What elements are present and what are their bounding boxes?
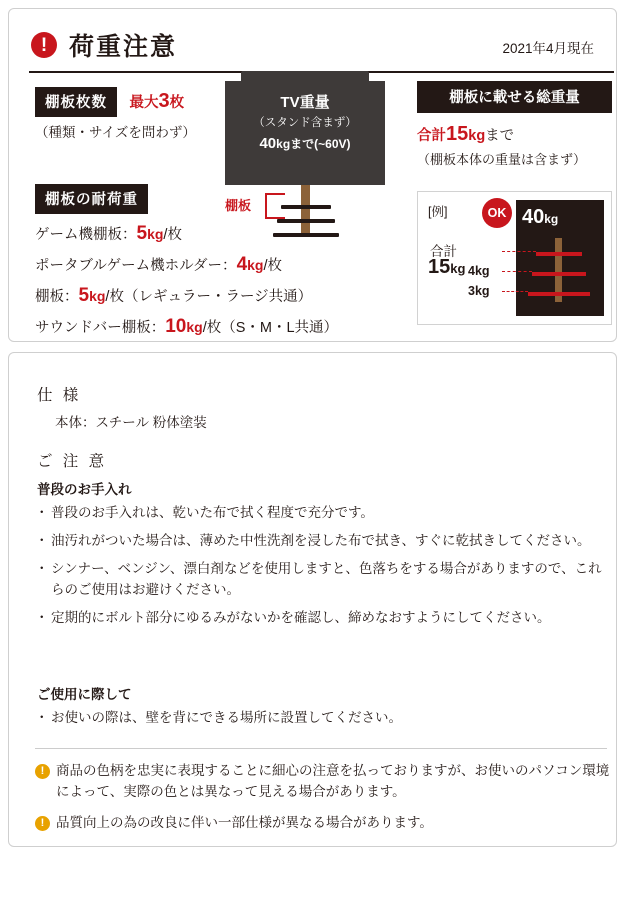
sheet-max-label: 最大	[129, 95, 159, 111]
tv-weight-unit: kg	[276, 137, 291, 151]
example-total-label: 合計	[430, 244, 457, 259]
list-item: ・ 定期的にボルト部分にゆるみがないかを確認し、締めなおすようにしてください。	[37, 608, 602, 629]
spec-material-line: 本体：スチール 粉体塗装	[55, 415, 207, 430]
capacity-value: 10	[165, 316, 187, 337]
capacity-name: ポータブルゲーム機ホルダー：	[35, 258, 237, 274]
note-row	[35, 813, 610, 834]
capacity-unit: kg	[247, 257, 264, 273]
capacity-value: 5	[136, 223, 148, 244]
capacity-value: 4	[236, 254, 248, 275]
tv-weight-value: 40	[259, 135, 277, 152]
example-tv-weight: 40	[522, 206, 545, 228]
capacity-per: /枚	[163, 227, 182, 243]
leader-line	[502, 291, 528, 292]
total-weight-header: 棚板に載せる総重量	[417, 81, 612, 113]
capacity-per: /枚	[202, 320, 222, 336]
sheet-max-unit: 枚	[169, 95, 185, 111]
example-weight-1: 8kg	[468, 244, 490, 258]
tv-weight-box	[225, 81, 385, 185]
usage-list	[37, 708, 602, 736]
example-label: [例]	[428, 205, 448, 219]
capacity-suffix: （レギュラー・ラージ共通）	[123, 289, 313, 305]
capacity-row	[35, 254, 415, 276]
tv-weight-value-row	[225, 135, 385, 152]
example-shelf-graphic	[528, 292, 590, 296]
daily-care-list	[37, 503, 602, 636]
total-suffix: まで	[485, 128, 515, 144]
capacity-name: ゲーム機棚板：	[35, 227, 137, 243]
stand-shelf-graphic	[273, 233, 339, 237]
total-prefix: 合計	[417, 128, 446, 144]
shelf-callout-label: 棚板	[225, 198, 252, 213]
total-weight-row	[417, 123, 612, 146]
warning-icon: !	[35, 764, 50, 779]
sheet-max-value: 3	[158, 90, 170, 112]
list-item: ・ 普段のお手入れは、乾いた布で拭く程度で充分です。	[37, 503, 602, 524]
tv-weight-suffix: まで(~60V)	[290, 137, 351, 151]
example-tv-weight-unit: kg	[544, 212, 559, 226]
sheet-count-header: 棚板枚数	[35, 87, 117, 117]
example-total-row	[428, 256, 465, 279]
capacity-name: 棚板：	[35, 289, 79, 305]
note-text: 商品の色柄を忠実に表現することに細心の注意を払っておりますが、お使いのパソコン環境によって、実際の色とは異なって見える場合があります。	[56, 763, 610, 799]
stand-shelf-graphic	[281, 205, 331, 209]
ok-badge: OK	[482, 198, 512, 228]
leader-line	[502, 271, 532, 272]
capacity-value: 5	[78, 285, 90, 306]
tv-weight-subtitle: （スタンド含まず）	[253, 117, 357, 129]
total-note: （棚板本体の重量は含まず）	[417, 152, 587, 167]
footer-notes	[35, 761, 610, 844]
load-header	[31, 27, 177, 63]
date-text: 2021年4月現在	[502, 41, 594, 56]
capacity-row	[35, 316, 415, 338]
example-shelf-graphic	[536, 252, 582, 256]
example-weight-2: 4kg	[468, 264, 490, 278]
page-title: 荷重注意	[69, 33, 178, 61]
list-item: ・ 油汚れがついた場合は、薄めた中性洗剤を浸した布で拭き、すぐに乾拭きしてください。	[37, 531, 602, 552]
leader-line	[502, 251, 536, 252]
total-value: 15	[446, 123, 469, 145]
example-box	[417, 191, 612, 325]
sheet-count-block	[35, 87, 225, 141]
daily-care-heading: 普段のお手入れ	[37, 482, 132, 497]
caution-title: ご 注 意	[37, 453, 108, 470]
total-weight-block	[417, 81, 612, 168]
notes-divider	[35, 748, 607, 749]
warning-icon: !	[35, 816, 50, 831]
stand-shelf-graphic	[277, 219, 335, 223]
capacity-name: サウンドバー棚板：	[35, 320, 166, 336]
capacity-unit: kg	[89, 288, 106, 304]
stand-pole-graphic	[301, 185, 310, 235]
tv-weight-title: TV重量	[280, 94, 330, 111]
example-tv-weight-row	[522, 206, 558, 229]
capacity-row	[35, 223, 415, 245]
spec-title: 仕 様	[37, 387, 82, 404]
note-row	[35, 761, 610, 803]
capacity-unit: kg	[186, 319, 203, 335]
sheet-count-note: （種類・サイズを問わず）	[35, 125, 196, 140]
capacity-suffix: （S・M・L共通）	[221, 320, 339, 336]
capacity-per: /枚	[263, 258, 283, 274]
usage-heading: ご使用に際して	[37, 687, 132, 702]
shelf-bracket-graphic	[265, 193, 285, 219]
capacity-unit: kg	[147, 226, 164, 242]
list-item: ・ シンナー、ベンジン、漂白剤などを使用しますと、色落ちをする場合がありますので、これらのご使用はお避けください。	[37, 559, 602, 601]
capacity-row	[35, 285, 415, 307]
note-text: 品質向上の為の改良に伴い一部仕様が異なる場合があります。	[56, 814, 433, 830]
example-total-value: 15	[428, 256, 451, 278]
load-caution-panel	[8, 8, 617, 342]
list-item: ・ お使いの際は、壁を背にできる場所に設置してください。	[37, 708, 602, 729]
example-shelf-graphic	[532, 272, 586, 276]
shelf-capacity-header: 棚板の耐荷重	[35, 184, 148, 214]
exclamation-icon: !	[31, 32, 57, 58]
example-total-unit: kg	[450, 261, 466, 276]
capacity-per: /枚	[105, 289, 124, 305]
example-weight-3: 3kg	[468, 284, 490, 298]
total-unit: kg	[468, 128, 486, 144]
spec-caution-panel	[8, 352, 617, 847]
